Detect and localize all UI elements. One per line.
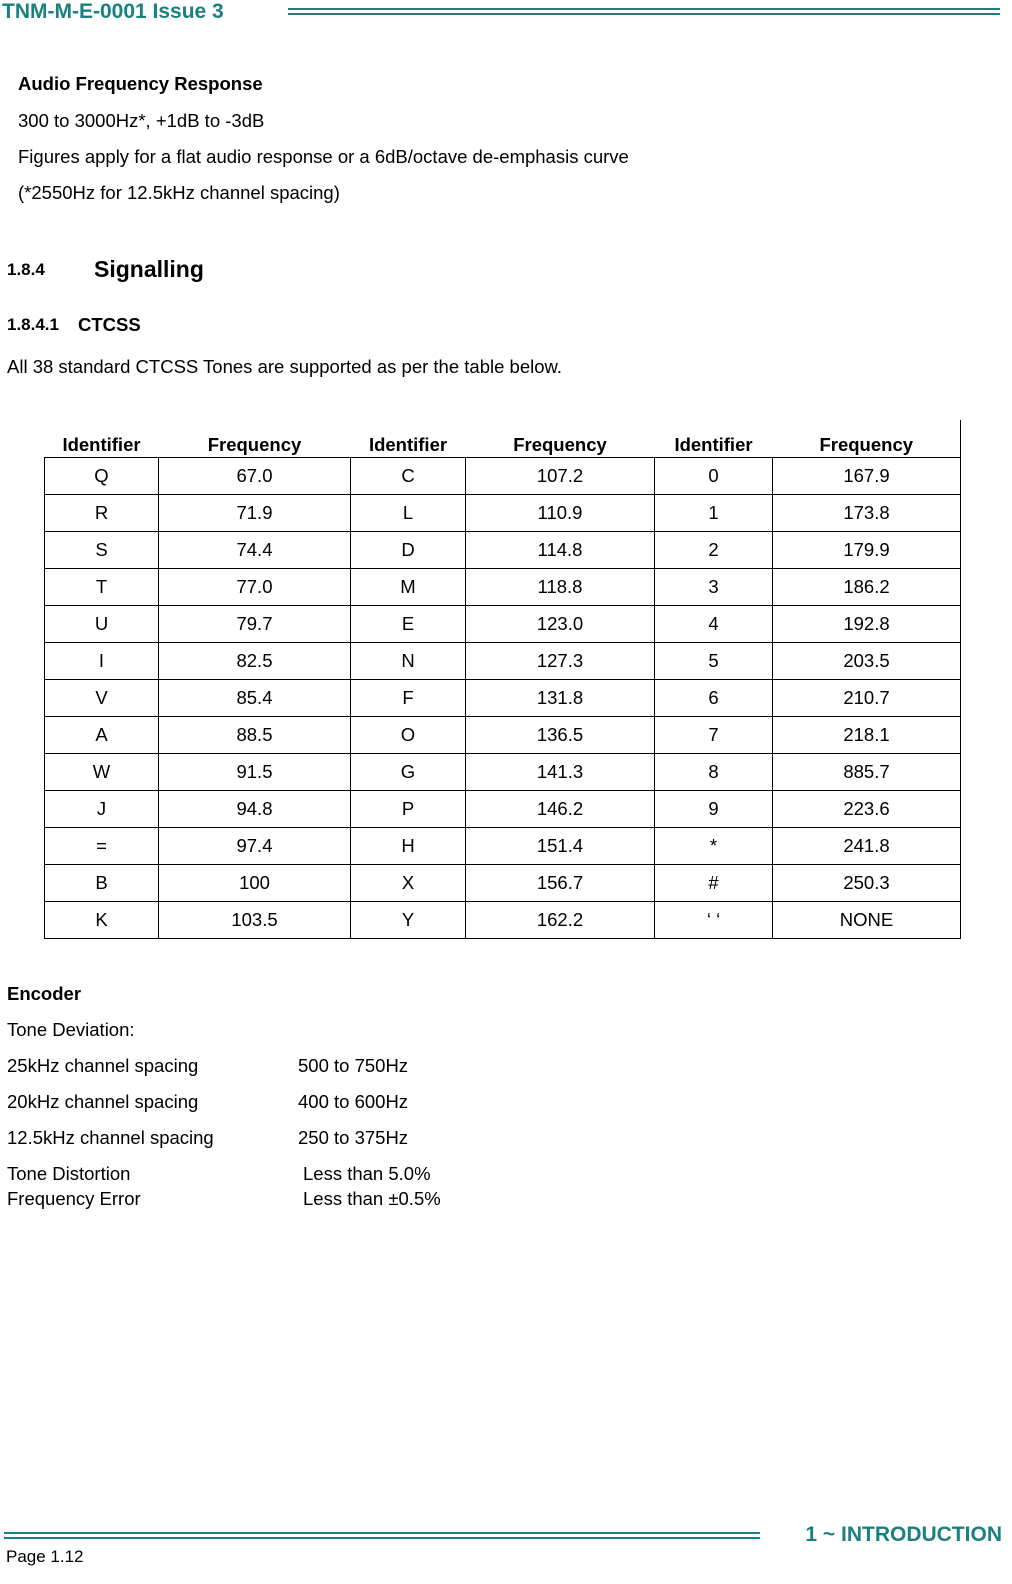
frequency-cell: 110.9: [466, 495, 655, 532]
frequency-cell: 156.7: [466, 865, 655, 902]
table-row: [45, 717, 961, 754]
identifier-cell: 6: [655, 680, 773, 717]
identifier-cell: 2: [655, 532, 773, 569]
identifier-cell: D: [351, 532, 466, 569]
frequency-cell: 88.5: [159, 717, 351, 754]
table-row: [45, 680, 961, 717]
frequency-cell: 107.2: [466, 458, 655, 495]
frequency-cell: 131.8: [466, 680, 655, 717]
identifier-cell: P: [351, 791, 466, 828]
tone-distortion-value: Less than 5.0%: [303, 1163, 431, 1184]
table-row: [45, 495, 961, 532]
identifier-cell: X: [351, 865, 466, 902]
identifier-cell: E: [351, 606, 466, 643]
identifier-cell: 1: [655, 495, 773, 532]
frequency-cell: 97.4: [159, 828, 351, 865]
identifier-cell: 0: [655, 458, 773, 495]
table-row: [45, 458, 961, 495]
frequency-cell: 67.0: [159, 458, 351, 495]
identifier-cell: Q: [45, 458, 159, 495]
identifier-cell: S: [45, 532, 159, 569]
frequency-cell: 223.6: [773, 791, 961, 828]
identifier-cell: 7: [655, 717, 773, 754]
identifier-cell: V: [45, 680, 159, 717]
frequency-cell: 218.1: [773, 717, 961, 754]
table-row: [45, 754, 961, 791]
identifier-cell: *: [655, 828, 773, 865]
identifier-cell: F: [351, 680, 466, 717]
frequency-cell: 100: [159, 865, 351, 902]
identifier-cell: 8: [655, 754, 773, 791]
table-row: [45, 865, 961, 902]
identifier-cell: =: [45, 828, 159, 865]
header-identifier-1: Identifier: [45, 420, 159, 458]
table-row: [45, 606, 961, 643]
identifier-cell: O: [351, 717, 466, 754]
header-frequency-1: Frequency: [159, 420, 351, 458]
audio-line-2: Figures apply for a flat audio response or a 6dB/octave de-emphasis curve: [18, 146, 629, 167]
table-row: [45, 569, 961, 606]
identifier-cell: 9: [655, 791, 773, 828]
identifier-cell: L: [351, 495, 466, 532]
identifier-cell: ‘ ‘: [655, 902, 773, 939]
frequency-cell: 114.8: [466, 532, 655, 569]
identifier-cell: R: [45, 495, 159, 532]
table-row: [45, 791, 961, 828]
frequency-cell: 94.8: [159, 791, 351, 828]
frequency-cell: 167.9: [773, 458, 961, 495]
table-row: [45, 902, 961, 939]
spacing-25-label: 25kHz channel spacing: [7, 1055, 199, 1076]
header-frequency-2: Frequency: [466, 420, 655, 458]
frequency-cell: NONE: [773, 902, 961, 939]
identifier-cell: C: [351, 458, 466, 495]
identifier-cell: Y: [351, 902, 466, 939]
identifier-cell: T: [45, 569, 159, 606]
chapter-title: 1 ~ INTRODUCTION: [805, 1523, 1002, 1546]
spacing-12-5-value: 250 to 375Hz: [298, 1127, 409, 1148]
header-identifier-2: Identifier: [351, 420, 466, 458]
tone-deviation-label: Tone Deviation:: [7, 1019, 135, 1040]
identifier-cell: U: [45, 606, 159, 643]
footer-rule-top: [4, 1532, 760, 1534]
frequency-cell: 173.8: [773, 495, 961, 532]
identifier-cell: 3: [655, 569, 773, 606]
frequency-cell: 192.8: [773, 606, 961, 643]
identifier-cell: 5: [655, 643, 773, 680]
identifier-cell: #: [655, 865, 773, 902]
frequency-cell: 79.7: [159, 606, 351, 643]
frequency-cell: 127.3: [466, 643, 655, 680]
frequency-cell: 146.2: [466, 791, 655, 828]
frequency-cell: 77.0: [159, 569, 351, 606]
subsection-title: CTCSS: [78, 314, 141, 335]
audio-heading: Audio Frequency Response: [18, 73, 263, 94]
header-frequency-3: Frequency: [773, 420, 961, 458]
frequency-cell: 74.4: [159, 532, 351, 569]
frequency-cell: 71.9: [159, 495, 351, 532]
frequency-cell: 82.5: [159, 643, 351, 680]
spacing-12-5-label: 12.5kHz channel spacing: [7, 1127, 214, 1148]
table-row: [45, 828, 961, 865]
document-id: TNM-M-E-0001 Issue 3: [2, 0, 224, 23]
frequency-cell: 118.8: [466, 569, 655, 606]
spacing-20-value: 400 to 600Hz: [298, 1091, 409, 1112]
section-number: 1.8.4: [7, 260, 45, 279]
subsection-number: 1.8.4.1: [7, 315, 59, 334]
frequency-cell: 136.5: [466, 717, 655, 754]
frequency-error-label: Frequency Error: [7, 1188, 141, 1209]
identifier-cell: M: [351, 569, 466, 606]
frequency-cell: 141.3: [466, 754, 655, 791]
page-number: Page 1.12: [6, 1547, 84, 1566]
frequency-cell: 151.4: [466, 828, 655, 865]
header-rule-top: [288, 8, 1000, 10]
frequency-cell: 123.0: [466, 606, 655, 643]
identifier-cell: I: [45, 643, 159, 680]
frequency-cell: 250.3: [773, 865, 961, 902]
ctcss-intro: All 38 standard CTCSS Tones are supported as per the table below.: [7, 356, 562, 377]
identifier-cell: B: [45, 865, 159, 902]
spacing-20-label: 20kHz channel spacing: [7, 1091, 199, 1112]
frequency-cell: 241.8: [773, 828, 961, 865]
identifier-cell: G: [351, 754, 466, 791]
header-rule-bottom: [288, 13, 1000, 15]
frequency-cell: 91.5: [159, 754, 351, 791]
identifier-cell: A: [45, 717, 159, 754]
frequency-cell: 85.4: [159, 680, 351, 717]
frequency-cell: 103.5: [159, 902, 351, 939]
frequency-cell: 162.2: [466, 902, 655, 939]
section-title: Signalling: [94, 256, 204, 282]
spacing-25-value: 500 to 750Hz: [298, 1055, 409, 1076]
identifier-cell: 4: [655, 606, 773, 643]
header-identifier-3: Identifier: [655, 420, 773, 458]
table-row: [45, 532, 961, 569]
audio-line-3: (*2550Hz for 12.5kHz channel spacing): [18, 182, 340, 203]
ctcss-table: [44, 420, 961, 939]
audio-line-1: 300 to 3000Hz*, +1dB to -3dB: [18, 110, 265, 131]
identifier-cell: J: [45, 791, 159, 828]
frequency-cell: 186.2: [773, 569, 961, 606]
frequency-cell: 885.7: [773, 754, 961, 791]
identifier-cell: H: [351, 828, 466, 865]
footer-rule-bottom: [4, 1537, 760, 1539]
frequency-cell: 210.7: [773, 680, 961, 717]
identifier-cell: K: [45, 902, 159, 939]
table-header-row: [45, 420, 961, 458]
frequency-cell: 179.9: [773, 532, 961, 569]
identifier-cell: N: [351, 643, 466, 680]
identifier-cell: W: [45, 754, 159, 791]
encoder-heading: Encoder: [7, 983, 82, 1004]
frequency-error-value: Less than ±0.5%: [303, 1188, 441, 1209]
tone-distortion-label: Tone Distortion: [7, 1163, 131, 1184]
table-row: [45, 643, 961, 680]
frequency-cell: 203.5: [773, 643, 961, 680]
